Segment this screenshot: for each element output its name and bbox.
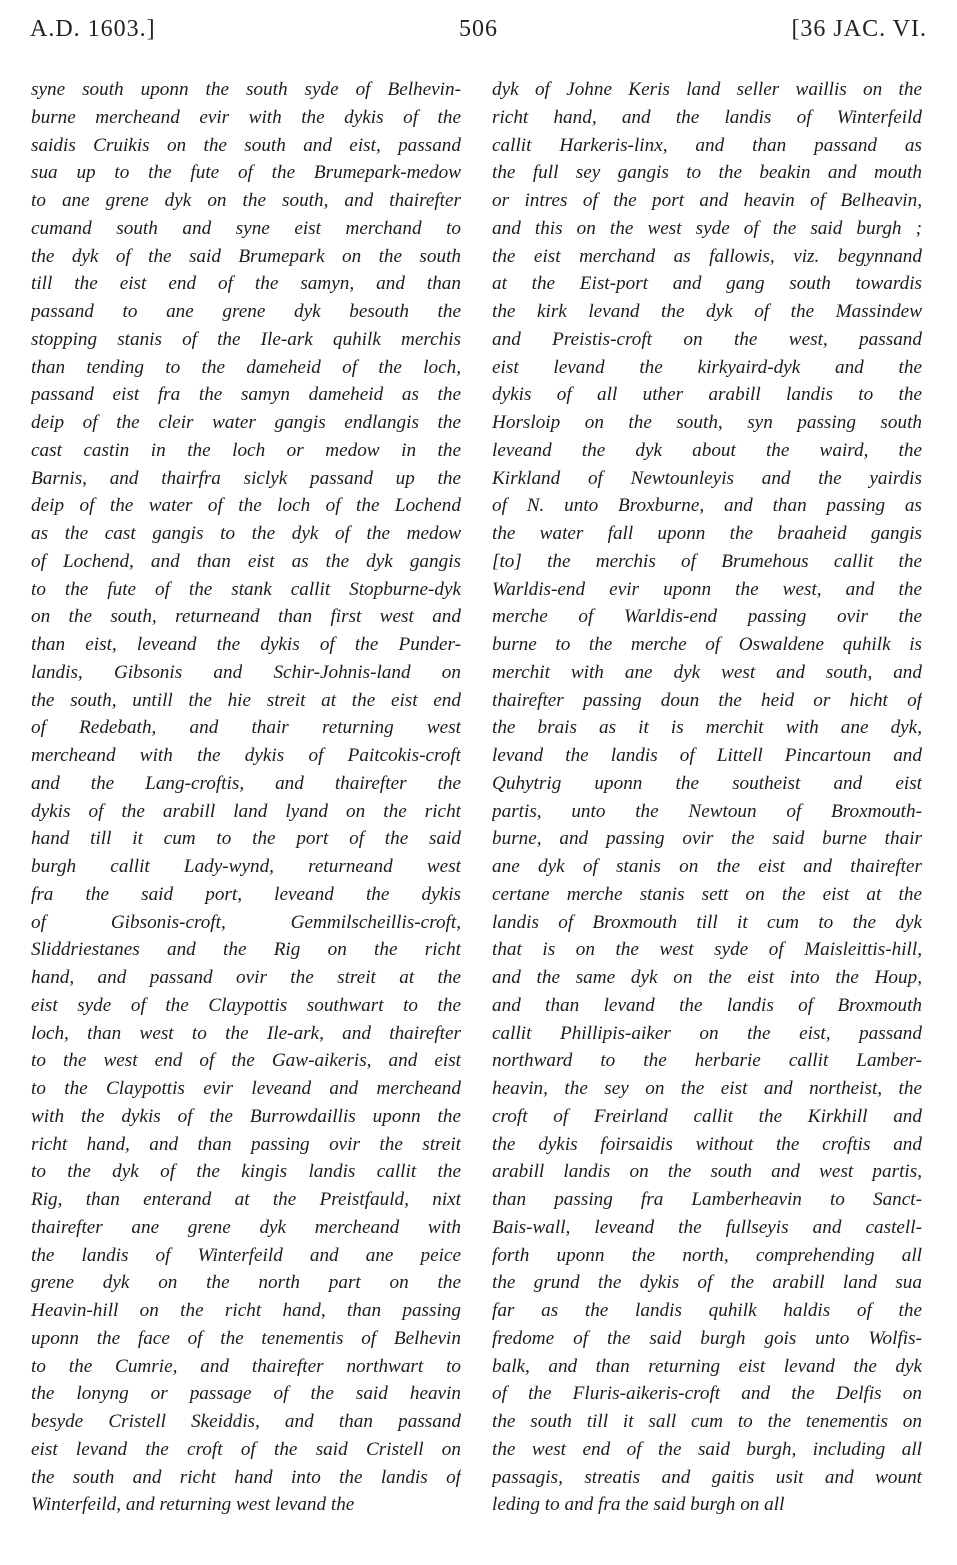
left-text-column (31, 76, 461, 1519)
text-line: Barnis, and thairfra siclyk passand up the (31, 467, 461, 489)
text-line: to the Cumrie, and thairefter northwart to (31, 1355, 461, 1377)
text-line: certane merche stanis sett on the eist at the (492, 883, 922, 905)
text-line: to the fute of the stank callit Stopburne-dyk (31, 578, 461, 600)
text-line: syne south uponn the south syde of Belhevin- (31, 79, 461, 100)
text-line: till the eist end of the samyn, and than (31, 273, 461, 295)
text-line: Heavin-hill on the richt hand, than passing (31, 1300, 461, 1321)
text-line: the water fall uponn the braaheid gangis (492, 523, 922, 544)
text-line: fredome of the said burgh gois unto Wolfis- (492, 1327, 922, 1349)
text-line: the dyk of the said Brumepark on the south (31, 245, 461, 267)
text-line: levand the landis of Littell Pincartoun and (492, 745, 922, 766)
text-line: ane dyk of stanis on the eist and thairefter (492, 856, 922, 877)
text-line: than eist, leveand the dykis of the Punder- (31, 634, 461, 655)
text-line: dyk of Johne Keris land seller waillis on the (492, 79, 922, 100)
text-line: heavin, the sey on the eist and northeist, the (492, 1078, 922, 1099)
text-line: and Preistis-croft on the west, passand (492, 328, 922, 350)
text-line: passand to ane grene dyk besouth the (31, 301, 461, 322)
text-line: Horsloip on the south, syn passing south (492, 412, 922, 433)
text-line: of N. unto Broxburne, and than passing as (492, 495, 922, 517)
text-line: saidis Cruikis on the south and eist, passand (31, 134, 461, 156)
text-line: balk, and than returning eist levand the dyk (492, 1355, 922, 1377)
text-line: far as the landis quhilk haldis of the (492, 1300, 922, 1321)
text-line: Winterfeild, and returning west levand the (31, 1494, 355, 1516)
text-line: and than levand the landis of Broxmouth (492, 994, 922, 1016)
text-line: Quhytrig uponn the southeist and eist (492, 772, 922, 794)
text-line: the grund the dykis of the arabill land sua (492, 1272, 922, 1294)
text-line: merche of Warldis-end passing ovir the (492, 606, 922, 628)
text-line: burne, and passing ovir the said burne thair (492, 828, 922, 850)
text-line: eist levand the croft of the said Cristell on (31, 1438, 461, 1460)
text-line: at the Eist-port and gang south towardis (492, 273, 922, 295)
text-line: deip of the water of the loch of the Lochend (31, 495, 461, 517)
text-line: grene dyk on the north part on the (31, 1272, 461, 1294)
header-date: A.D. 1603.] (30, 16, 156, 42)
text-line: passand eist fra the samyn dameheid as the (31, 384, 461, 406)
text-line: as the cast gangis to the dyk of the medow (31, 523, 461, 544)
text-line: of Gibsonis-croft, Gemmilscheillis-croft, (31, 911, 461, 933)
text-line: merchit with ane dyk west and south, and (492, 661, 922, 683)
text-line: eist levand the kirkyaird-dyk and the (492, 356, 922, 378)
text-line: the west end of the said burgh, including all (492, 1438, 922, 1460)
text-line: fra the said port, leveand the dykis (31, 883, 461, 905)
text-line: with the dykis of the Burrowdaillis uponn the (31, 1105, 461, 1127)
text-line: richt hand, and than passing ovir the streit (31, 1133, 461, 1155)
text-line: than passing fra Lamberheavin to Sanct- (492, 1189, 922, 1210)
text-line: the lonyng or passage of the said heavin (31, 1383, 461, 1405)
text-line: uponn the face of the tenementis of Belhevin (31, 1327, 461, 1349)
header-reign: [36 JAC. VI. (791, 16, 927, 42)
text-line: the eist merchand as fallowis, viz. begynnand (492, 245, 922, 267)
text-line: to the Claypottis evir leveand and mercheand (31, 1078, 461, 1099)
text-line: Bais-wall, leveand the fullseyis and castell- (492, 1216, 922, 1238)
text-line: leveand the dyk about the waird, the (492, 439, 922, 461)
page-number: 506 (459, 16, 498, 42)
text-line: thairefter passing doun the heid or hicht of (492, 689, 922, 711)
text-line: burne to the merche of Oswaldene quhilk is (492, 634, 922, 655)
text-line: the kirk levand the dyk of the Massindew (492, 301, 922, 322)
text-line: Rig, than enterand at the Preistfauld, nixt (31, 1189, 461, 1210)
text-line: leding to and fra the said burgh on all (492, 1494, 785, 1516)
text-line: arabill landis on the south and west partis, (492, 1161, 922, 1183)
text-line: than tending to the dameheid of the loch, (31, 356, 461, 378)
text-line: landis of Broxmouth till it cum to the dyk (492, 911, 922, 933)
page-header (30, 16, 927, 56)
text-line: sua up to the fute of the Brumepark-medow (31, 162, 461, 184)
text-line: [to] the merchis of Brumehous callit the (492, 550, 922, 572)
text-line: mercheand with the dykis of Paitcokis-croft (31, 745, 461, 766)
text-line: on the south, returneand than first west and (31, 606, 461, 628)
text-line: dykis of the arabill land lyand on the richt (31, 800, 461, 822)
text-line: the brais as it is merchit with ane dyk, (492, 717, 922, 739)
text-line: to the west end of the Gaw-aikeris, and eist (31, 1050, 461, 1072)
text-line: burne mercheand evir with the dykis of the (31, 106, 461, 128)
text-line: and this on the west syde of the said burgh ; (492, 217, 922, 239)
text-line: and the same dyk on the eist into the Houp, (492, 967, 922, 988)
text-line: of Lochend, and than eist as the dyk gangis (31, 550, 461, 572)
text-line: hand, and passand ovir the streit at the (31, 967, 461, 988)
text-line: hand till it cum to the port of the said (31, 828, 461, 850)
text-line: passagis, streatis and gaitis usit and wount (492, 1466, 922, 1488)
text-line: richt hand, and the landis of Winterfeild (492, 106, 922, 128)
text-line: the south and richt hand into the landis of (31, 1466, 461, 1488)
text-line: callit Harkeris-linx, and than passand as (492, 134, 922, 156)
text-line: that is on the west syde of Maisleittis-hill, (492, 939, 922, 961)
text-line: the dykis foirsaidis without the croftis and (492, 1133, 922, 1155)
text-line: of the Fluris-aikeris-croft and the Delfis on (492, 1383, 922, 1405)
text-line: of Redebath, and thair returning west (31, 717, 461, 739)
text-line: Kirkland of Newtounleyis and the yairdis (492, 467, 922, 489)
text-line: to ane grene dyk on the south, and thairefter (31, 190, 461, 211)
text-line: thairefter ane grene dyk mercheand with (31, 1216, 461, 1238)
text-line: dykis of all uther arabill landis to the (492, 384, 922, 406)
text-line: northward to the herbarie callit Lamber- (492, 1050, 922, 1072)
text-line: the south, untill the hie streit at the eist end (31, 689, 461, 711)
right-text-column (492, 76, 922, 1519)
text-line: burgh callit Lady-wynd, returneand west (31, 856, 461, 877)
text-line: landis, Gibsonis and Schir-Johnis-land on (31, 661, 461, 683)
text-line: the landis of Winterfeild and ane peice (31, 1244, 461, 1266)
text-line: partis, unto the Newtoun of Broxmouth- (492, 800, 922, 822)
text-line: Warldis-end evir uponn the west, and the (492, 578, 922, 600)
text-line: callit Phillipis-aiker on the eist, passand (492, 1022, 922, 1044)
text-line: cumand south and syne eist merchand to (31, 217, 461, 239)
text-line: Sliddriestanes and the Rig on the richt (31, 939, 461, 961)
text-line: eist syde of the Claypottis southwart to the (31, 994, 461, 1016)
text-line: loch, than west to the Ile-ark, and thairefter (31, 1022, 461, 1044)
text-line: forth uponn the north, comprehending all (492, 1244, 922, 1266)
text-line: or intres of the port and heavin of Belheavin, (492, 190, 922, 211)
text-line: and the Lang-croftis, and thairefter the (31, 772, 461, 794)
text-line: to the dyk of the kingis landis callit the (31, 1161, 461, 1183)
text-line: besyde Cristell Skeiddis, and than passand (31, 1411, 461, 1432)
text-line: the full sey gangis to the beakin and mouth (492, 162, 922, 184)
text-line: the south till it sall cum to the tenementis on (492, 1411, 922, 1432)
text-line: croft of Freirland callit the Kirkhill and (492, 1105, 922, 1127)
text-line: deip of the cleir water gangis endlangis the (31, 412, 461, 433)
text-line: stopping stanis of the Ile-ark quhilk merchis (31, 328, 461, 350)
text-line: cast castin in the loch or medow in the (31, 439, 461, 461)
